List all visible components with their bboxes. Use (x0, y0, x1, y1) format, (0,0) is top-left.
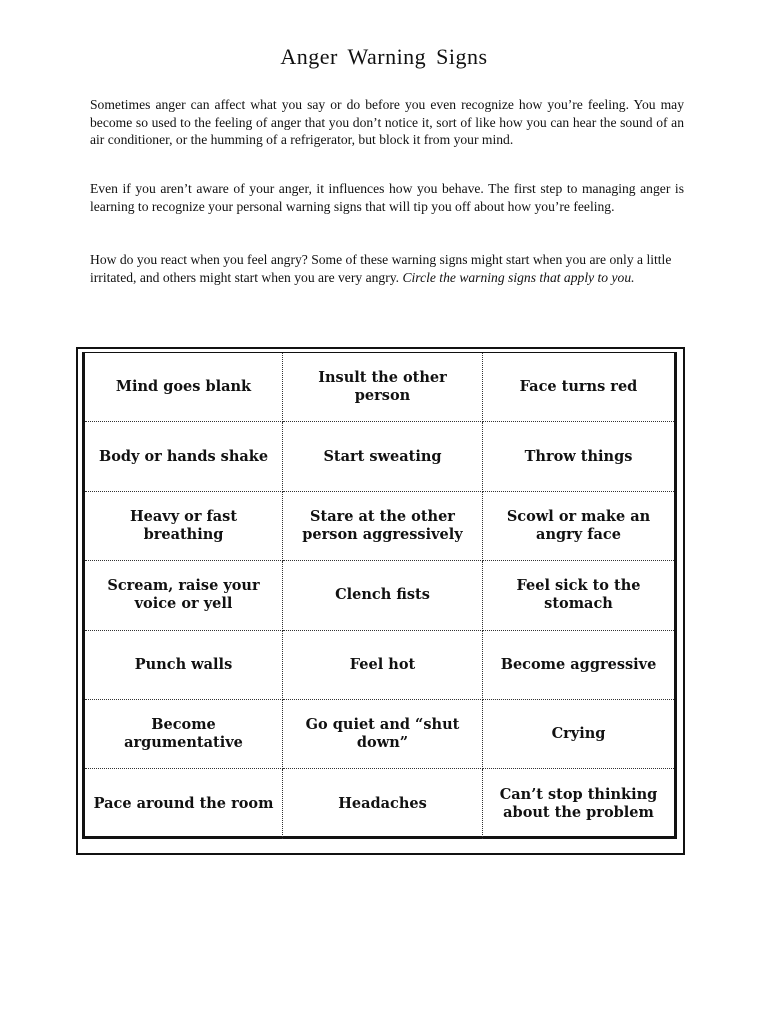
sign-cell[interactable]: Face turns red (483, 353, 674, 422)
page-title: Anger Warning Signs (280, 44, 488, 69)
warning-signs-table-frame (76, 347, 685, 855)
sign-cell[interactable]: Scream, raise your voice or yell (85, 561, 283, 630)
sign-cell[interactable]: Feel hot (283, 631, 483, 700)
intro-paragraph-2: Even if you aren’t aware of your anger, it influences how you behave. The first step to managing anger is learning to recognize your personal warning signs that will tip you off about how you’re feeling. (90, 181, 684, 214)
sign-cell[interactable]: Become argumentative (85, 700, 283, 769)
sign-cell[interactable]: Pace around the room (85, 769, 283, 838)
sign-cell[interactable]: Insult the other person (283, 353, 483, 422)
sign-cell[interactable]: Punch walls (85, 631, 283, 700)
sign-cell[interactable]: Scowl or make an angry face (483, 492, 674, 561)
sign-cell[interactable]: Body or hands shake (85, 422, 283, 491)
sign-cell[interactable]: Can’t stop thinking about the problem (499, 786, 658, 822)
sign-cell[interactable]: Clench fists (283, 561, 483, 630)
sign-cell[interactable]: Crying (483, 700, 674, 769)
sign-cell[interactable]: Become aggressive (483, 631, 674, 700)
instructions-italic-text: Circle the warning signs that apply to you. (402, 269, 635, 285)
sign-cell[interactable]: Headaches (283, 769, 483, 838)
intro-paragraph-1: Sometimes anger can affect what you say or do before you even recognize how you’re feeling. You may become so used to the feeling of anger that you don’t notice it, sort of like how you can hear the sound of an air conditioner, or the humming of a refrigerator, but block it from your mind. (90, 97, 684, 148)
sign-cell[interactable]: Stare at the other person aggressively (283, 492, 483, 561)
sign-cell[interactable]: Throw things (483, 422, 674, 491)
warning-signs-grid (85, 353, 674, 836)
sign-cell[interactable]: Mind goes blank (85, 353, 283, 422)
sign-cell[interactable]: Start sweating (283, 422, 483, 491)
warning-signs-table (82, 352, 677, 839)
instructions-paragraph (90, 251, 684, 286)
sign-cell[interactable]: Go quiet and “shut down” (283, 700, 483, 769)
sign-cell[interactable]: Feel sick to the stomach (483, 561, 674, 630)
instructions-text: How do you react when you feel angry? Some of these warning signs might start when you are only a little irritated, and others might start when you are very angry. (90, 252, 672, 285)
sign-cell[interactable]: Heavy or fast breathing (85, 492, 283, 561)
